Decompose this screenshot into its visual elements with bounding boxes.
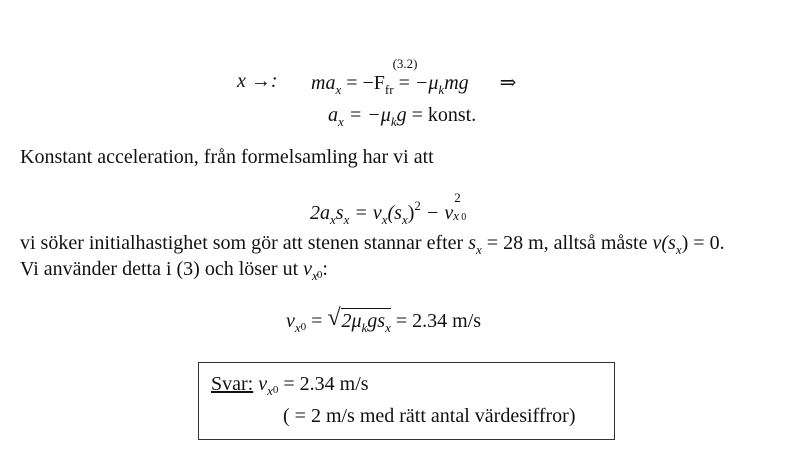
eq3-sub-x2: x <box>343 212 350 227</box>
text2-open: (s <box>661 232 676 254</box>
eq1-sub-fr: fr <box>384 82 394 97</box>
eq3-minus-v: − v <box>420 202 454 224</box>
eq2-g: g <box>396 104 407 126</box>
paragraph-constant-acceleration: Konstant acceleration, från formelsamling har vi att <box>20 146 434 168</box>
eq4-2mu: 2μ <box>341 310 362 332</box>
text3-sub-x: x <box>312 268 318 283</box>
eq1-mg: mg <box>444 72 469 94</box>
eq3-close: ) <box>407 202 415 224</box>
paragraph-solve <box>20 258 328 284</box>
equation-newton-x <box>311 56 517 98</box>
answer-line <box>211 373 369 399</box>
text2-part3: ) = 0. <box>681 232 725 254</box>
eq1-equals: = <box>398 72 410 94</box>
eq1-ma: ma <box>311 72 336 94</box>
answer-sub-zero: 0 <box>272 384 279 396</box>
eq2-sub-x: x <box>338 114 344 129</box>
eq4-equals: = <box>306 310 328 332</box>
eq1-mu: −μ <box>414 72 439 94</box>
text2-v: v <box>652 232 662 254</box>
text2-s: s <box>468 232 477 254</box>
text2-part2: = 28 m, alltså måste <box>481 232 653 254</box>
eq3-sq2: 2 <box>454 190 461 205</box>
eq3-supsub <box>453 190 469 223</box>
text3-sub-zero: 0 <box>316 269 323 281</box>
answer-sub-x: x <box>267 383 273 398</box>
eq4-sub-k: k <box>361 320 368 335</box>
eq4-gs: gs <box>367 310 386 332</box>
eq3-2a: 2a <box>310 202 330 224</box>
equation-result <box>286 305 482 336</box>
eq1-label: x →: <box>237 70 278 92</box>
equation-kinematic <box>310 190 469 228</box>
eq2-konst: = konst. <box>406 104 477 126</box>
eq3-sub-x1: x <box>330 212 336 227</box>
eq2-a: a <box>328 104 338 126</box>
eq3-sub-x0: x <box>453 208 460 223</box>
eq3-sub-x3: x <box>381 212 388 227</box>
eq1-sub-k: k <box>438 82 445 97</box>
eq2-mu: = −μ <box>343 104 391 126</box>
text2-part1: vi söker initialhastighet som gör att stenen stannar efter <box>20 232 469 254</box>
eq4-v: v <box>286 310 295 332</box>
answer-v: v <box>258 373 268 395</box>
answer-value: = 2.34 m/s <box>278 373 369 395</box>
eq1-tagged-equals <box>392 56 418 95</box>
implies-arrow: ⇒ <box>499 72 517 94</box>
eq3-s: s <box>335 202 344 224</box>
text3-colon: : <box>322 258 328 280</box>
text2-sub-x2: x <box>675 242 682 257</box>
eq1-sub-x: x <box>335 82 342 97</box>
answer-label: Svar: <box>211 373 254 395</box>
eq3-sub-x4: x <box>401 212 408 227</box>
square-root <box>327 305 391 336</box>
text3-v: v <box>303 258 313 280</box>
eq3-v: = v <box>349 202 382 224</box>
radical-sign: √ <box>327 305 341 331</box>
text2-sub-x: x <box>476 242 482 257</box>
eq4-sub-x2: x <box>385 320 391 335</box>
equation-line-1 <box>237 70 278 93</box>
eq3-sq1: 2 <box>414 198 421 213</box>
answer-note: ( = 2 m/s med rätt antal värdesiffror) <box>283 405 576 427</box>
equation-acceleration <box>328 104 476 130</box>
eq4-result: = 2.34 m/s <box>390 310 482 332</box>
eq4-sub-zero: 0 <box>300 321 307 333</box>
eq1-tag: (3.2) <box>392 56 418 71</box>
eq2-sub-k: k <box>390 114 397 129</box>
eq3-sub-zero: 0 <box>461 212 467 223</box>
eq1-neg-F: = −F <box>341 72 385 94</box>
answer-box <box>198 362 615 440</box>
paragraph-initial-velocity <box>20 232 725 258</box>
eq4-sub-x: x <box>294 320 301 335</box>
eq3-open: (s <box>387 202 402 224</box>
text3-part1: Vi använder detta i (3) och löser ut <box>20 258 304 280</box>
radicand <box>341 308 390 336</box>
